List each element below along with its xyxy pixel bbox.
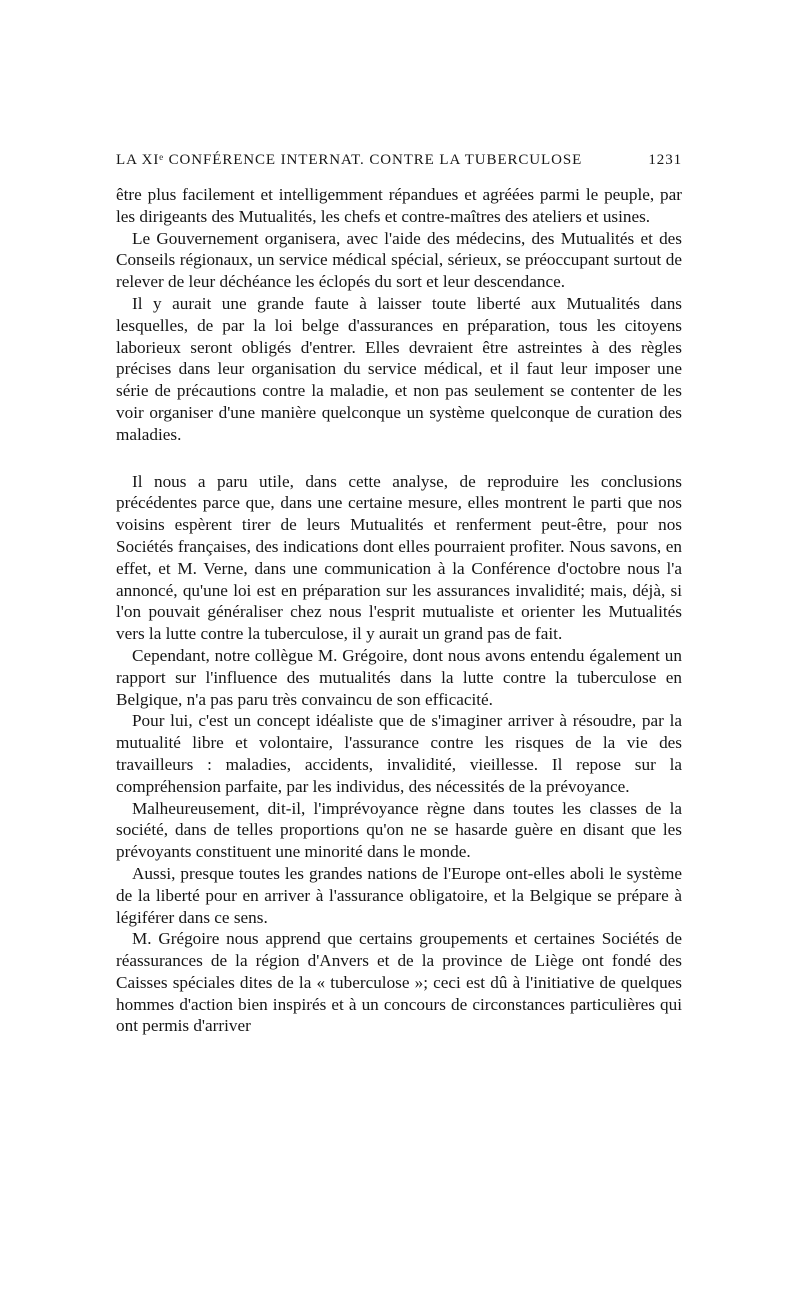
paragraph-continuation: être plus facilement et intelligemment répandues et agréées parmi le peuple, par les dirigeants des Mutualités, les chefs et contre-maîtres des ateliers et usines. bbox=[116, 185, 682, 226]
paragraph: Aussi, presque toutes les grandes nations de l'Europe ont-elles aboli le système de la liberté pour en arriver à l'assurance obligatoire, et la Belgique se prépare à légiférer dans ce sens. bbox=[116, 863, 682, 927]
book-page bbox=[116, 150, 682, 1037]
paragraph: Le Gouvernement organisera, avec l'aide des médecins, des Mutualités et des Conseils régionaux, un service médical spécial, sérieux, se préoccupant surtout de relever de leur déchéance les éclopés du sort et leur descendance. bbox=[116, 228, 682, 292]
section-break bbox=[116, 446, 682, 471]
paragraph: Il y aurait une grande faute à laisser toute liberté aux Mutualités dans lesquelles, de par la loi belge d'assurances en préparation, tous les citoyens laborieux seront obligés d'entrer. Elles devraient être astreintes à des règles précises dans leur organisation du service médical, et il faut leur imposer une série de précautions contre la maladie, et non pas seulement se contenter de les voir organiser d'une manière quelconque un système quelconque de curation des maladies. bbox=[116, 293, 682, 444]
paragraph: Pour lui, c'est un concept idéaliste que de s'imaginer arriver à résoudre, par la mutualité libre et volontaire, l'assurance contre les risques de la vie des travailleurs : maladies, accidents, invalidité, vieillesse. Il repose sur la compréhension parfaite, par les individus, des nécessités de la prévoyance. bbox=[116, 711, 682, 796]
paragraph: Malheureusement, dit-il, l'imprévoyance règne dans toutes les classes de la société, dans de telles proportions qu'on ne se hasarde guère en disant que les prévoyants constituent une minorité dans le monde. bbox=[116, 798, 682, 862]
paragraph: Il nous a paru utile, dans cette analyse, de reproduire les conclusions précédentes parce que, dans une certaine mesure, elles montrent le parti que nos voisins espèrent tirer de leurs Mutualités et renferment peut-être, pour nos Sociétés françaises, des indications dont elles pourraient profiter. Nous savons, en effet, et M. Verne, dans une communication à la Conférence d'octobre nous l'a annoncé, qu'une loi est en préparation sur les assurances invalidité; mais, déjà, si l'on pouvait généraliser chez nous l'esprit mutualiste et orienter les Mutualités vers la lutte contre la tuberculose, il y aurait un grand pas de fait. bbox=[116, 471, 682, 644]
paragraph: M. Grégoire nous apprend que certains groupements et certaines Sociétés de réassurances de la région d'Anvers et de la province de Liège ont fondé des Caisses spéciales dites de la « tuberculose »; ceci est dû à l'initiative de quelques hommes d'action bien inspirés et à un concours de circonstances particulières qui ont permis d'arriver bbox=[116, 929, 682, 1036]
page-number: 1231 bbox=[648, 152, 682, 168]
paragraph: Cependant, notre collègue M. Grégoire, dont nous avons entendu également un rapport sur l'influence des mutualités dans la lutte contre la tuberculose en Belgique, n'a pas paru très convaincu de son efficacité. bbox=[116, 645, 682, 709]
running-header bbox=[116, 150, 682, 170]
body-text bbox=[116, 184, 682, 1037]
running-title: LA XIᵉ CONFÉRENCE INTERNAT. CONTRE LA TUBERCULOSE bbox=[116, 152, 583, 168]
